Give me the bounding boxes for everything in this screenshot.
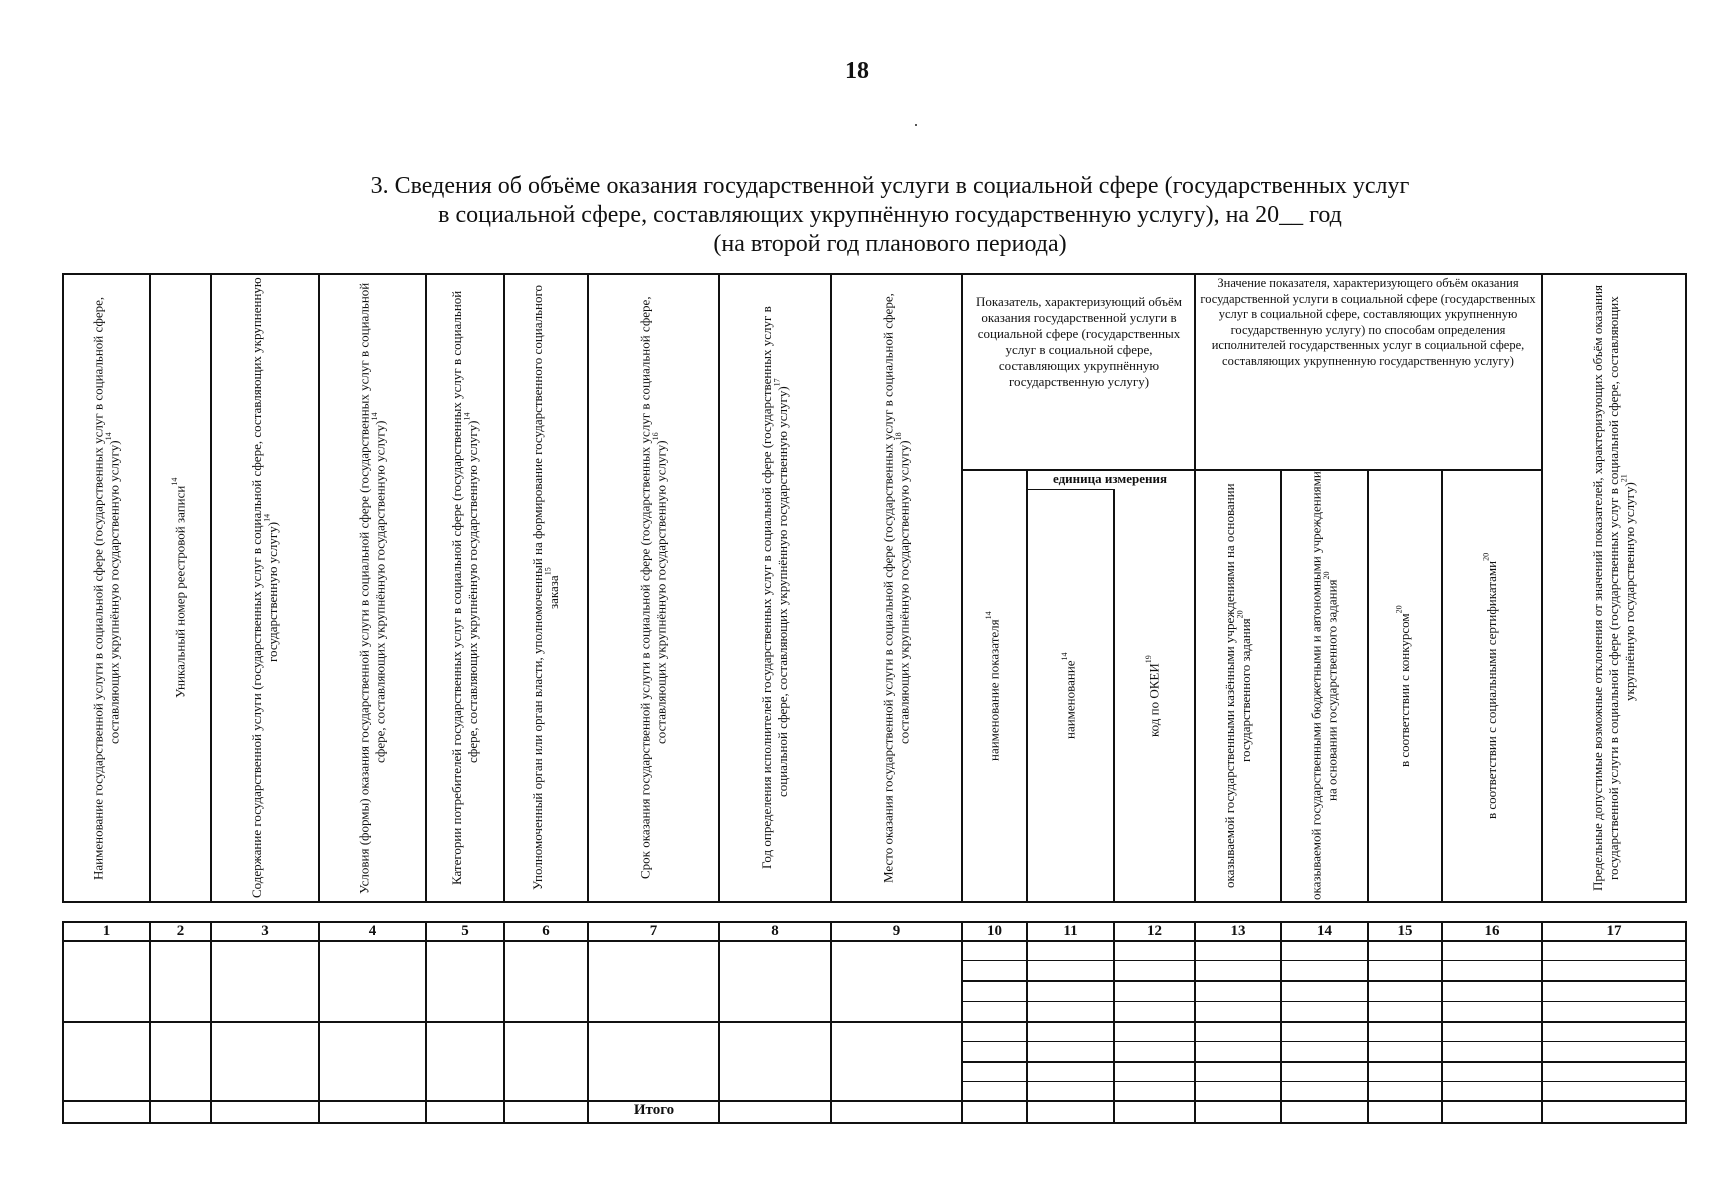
column-number: 10 [987,923,1002,939]
column-header-5 [427,275,503,901]
body-row-line [62,1100,1687,1102]
unit-name-header [1028,491,1113,901]
column-header-text: Уникальный номер реестровой записи$^{14}$ [170,477,188,699]
column-header-7 [589,275,718,901]
column-number: 11 [1063,923,1078,939]
column-header-text: наименование$^{14}$ [1060,652,1078,740]
column-number: 5 [461,923,469,939]
column-number: 7 [649,923,658,939]
body-row-line [961,1061,1687,1063]
column-header-text: Срок оказания государственной услуги в социальной сфере (государственных услуг в социальной сфере, составляющих укрупнённую государственную услугу)$^{16}$ [637,296,669,880]
column-header-text: Содержание государственной услуги (государственных услуг в социальной сфере, составляющих укрупненную государственную услугу)$^{14}$ [249,277,280,899]
column-header-text: оказываемой государственными бюджетными и автономными учреждениями на основании государственного задания$^{20}$ [1308,471,1340,901]
section-title [220,172,1560,259]
okei-code-header [1115,491,1194,901]
column-header-text: Место оказания государственной услуги в социальной сфере (государственных услуг в социальной сфере, составляющих укрупнённую государственную услугу)$^{18}$ [880,293,912,883]
unit-group-header: единица измерения [1052,471,1168,486]
title-line-2: в социальной сфере, составляющих укрупнённую государственную услугу), на 20__ год [438,202,1342,228]
column-number: 12 [1147,923,1162,939]
column-header-text: наименование показателя$^{14}$ [984,611,1002,761]
column-header-text: в соответствии с конкурсом$^{20}$ [1394,605,1412,767]
page-number: 18 [845,58,869,84]
column-number: 8 [771,923,779,939]
column-header-1 [64,275,149,901]
column-number: 14 [1317,923,1332,939]
header-divider [1026,489,1115,490]
indicator-group-header: Показатель, характеризующий объём оказания государственной услуги в социальной сфере (государственных услуг в социальной сфере, составляющих укрупнённую государственную услугу) [976,294,1182,389]
title-line-3: (на второй год планового периода) [713,231,1067,257]
body-row-line [961,1081,1687,1082]
column-number: 4 [368,923,377,939]
deviation-column-header [1543,275,1685,901]
value-column-header-13 [1196,471,1280,901]
column-header-2 [151,275,210,901]
body-row-line [62,1021,1687,1023]
column-header-text: в соответствии с социальными сертификатами$^{20}$ [1481,552,1499,820]
column-number: 3 [261,923,269,939]
scan-dot [915,124,917,126]
column-number: 15 [1397,923,1413,939]
value-column-header-14 [1282,471,1367,901]
column-header-text: Категории потребителей государственных услуг в социальной сфере (государственных услуг в социальной сфере, составляющих укрупнённую государственную услугу)$^{14}$ [449,290,480,886]
column-header-3 [212,275,318,901]
indicator-name-header [963,471,1026,901]
body-row-line [961,980,1687,982]
column-header-text: Предельные допустимые возможные отклонения от значений показателей, характеризующих объём оказания государственной услуги в социальной сфере (государственных услуг в социальной сфере, составляющих укрупнённую государственную услугу)$^{21}$ [1590,285,1637,892]
column-number: 17 [1606,923,1622,939]
column-header-text: Уполномоченный орган или орган власти, уполномоченный на формирование государственного социального заказа$^{15}$ [530,285,561,891]
column-header-9 [832,275,961,901]
value-column-header-15 [1369,471,1441,901]
title-line-1: 3. Сведения об объёме оказания государственной услуги в социальной сфере (государственных услуг [370,173,1410,199]
value-group-header: Значение показателя, характеризующего объём оказания государственной услуги в социальной сфере (государственных услуг в социальной сфере, составляющих укрупненную государственную услугу) по способам определения исполнителей государственных услуг в социальной сфере, составляющих укрупненную государственную услугу) [1200,276,1536,368]
column-number: 16 [1484,923,1500,939]
body-row-line [961,960,1687,961]
body-row-line [961,1041,1687,1042]
body-row-line [961,1001,1687,1002]
value-column-header-16 [1443,471,1541,901]
column-number: 9 [892,923,901,939]
column-header-4 [320,275,425,901]
column-header-text: оказываемой государственными казёнными учреждениями на основании государственного задания$^{20}$ [1222,483,1253,889]
column-header-text: код по ОКЕИ$^{19}$ [1144,655,1162,737]
column-number: 1 [102,923,111,939]
column-header-text: Наименование государственной услуги в социальной сфере (государственных услуг в социальной сфере, составляющих укрупнённую государственную услугу)$^{14}$ [90,296,122,880]
column-header-6 [505,275,587,901]
column-number: 6 [542,923,550,939]
column-number: 13 [1230,923,1246,939]
column-number: 2 [176,923,185,939]
column-header-8 [720,275,830,901]
column-header-text: Год определения исполнителей государственных услуг в социальной сфере (государственных услуг в социальной сфере, составляющих укрупнённую государственную услугу)$^{17}$ [759,306,790,870]
total-label: Итого [633,1101,675,1118]
column-header-text: Условия (формы) оказания государственной услуги в социальной сфере (государственных услуг в социальной сфере, составляющих укрупнённую государственную услугу)$^{14}$ [356,282,388,894]
